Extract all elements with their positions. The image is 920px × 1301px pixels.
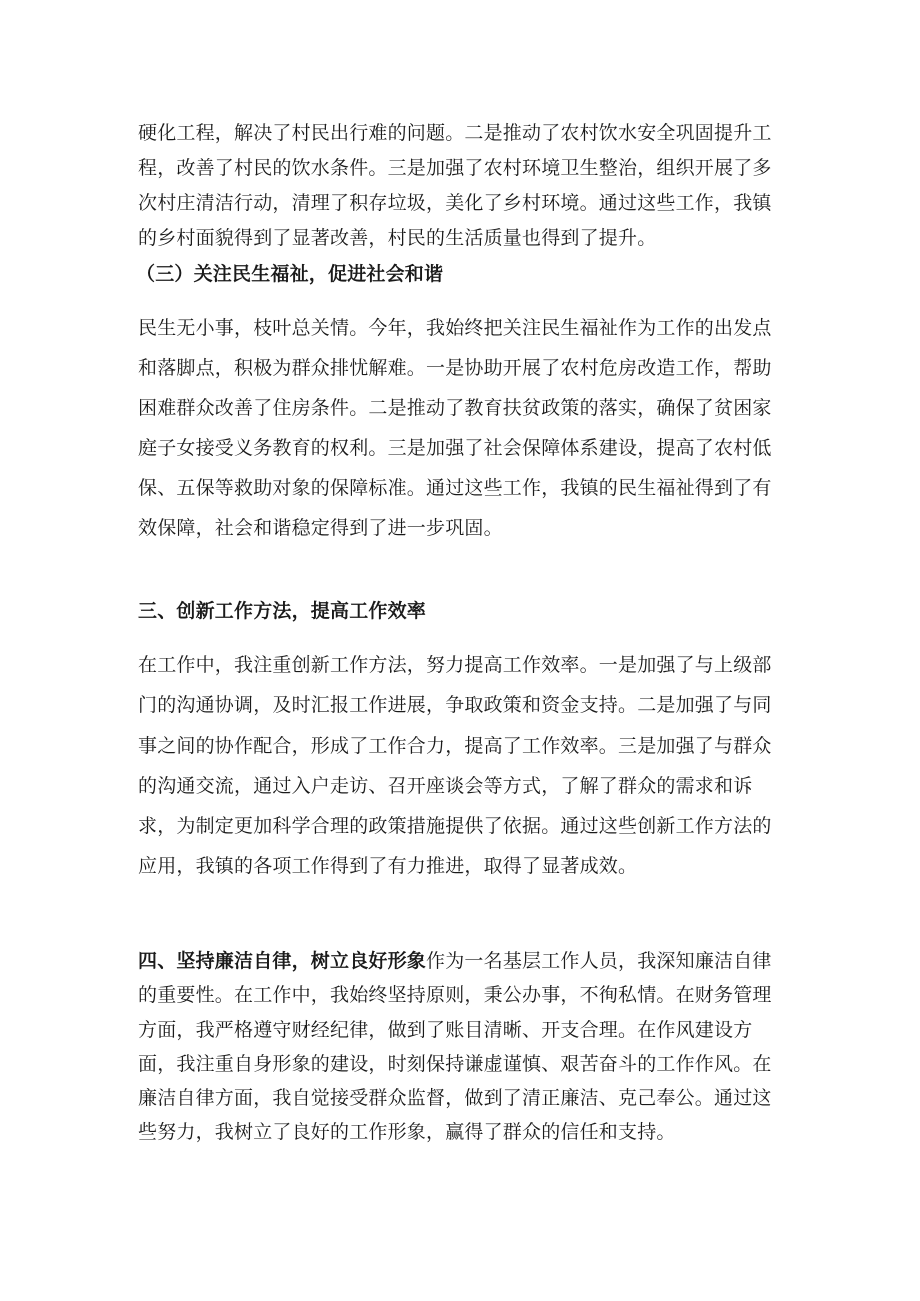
paragraph-integrity [138,944,786,1150]
paragraph-livelihood: 民生无小事，枝叶总关情。今年，我始终把关注民生福祉作为工作的出发点和落脚点，积极为群众排忧解难。一是协助开展了农村危房改造工作，帮助困难群众改善了住房条件。二是推动了教育扶贫政策的落实，确保了贫困家庭子女接受义务教育的权利。三是加强了社会保障体系建设，提高了农村低保、五保等救助对象的保障标准。通过这些工作，我镇的民生福祉得到了有效保障，社会和谐稳定得到了进一步巩固。 [138,317,772,539]
paragraph-integrity-body: 作为一名基层工作人员，我深知廉洁自律的重要性。在工作中，我始终坚持原则，秉公办事，不徇私情。在财务管理方面，我严格遵守财经纪律，做到了账目清晰、开支合理。在作风建设方面，我注重自身形象的建设，时刻保持谦虚谨慎、艰苦奋斗的工作作风。在廉洁自律方面，我自觉接受群众监督，做到了清正廉洁、克己奉公。通过这些努力，我树立了良好的工作形象，赢得了群众的信任和支持。 [138,950,772,1144]
section-heading-work-methods: 三、创新工作方法，提高工作效率 [138,600,427,622]
paragraph-rural-infrastructure: 硬化工程，解决了村民出行难的问题。二是推动了农村饮水安全巩固提升工程，改善了村民的饮水条件。三是加强了农村环境卫生整治，组织开展了多次村庄清洁行动，清理了积存垃圾，美化了乡村环境。通过这些工作，我镇的乡村面貌得到了显著改善，村民的生活质量也得到了提升。 [138,122,772,249]
section-heading-integrity: 四、坚持廉洁自律，树立良好形象 [138,950,427,972]
subsection-heading-livelihood: （三）关注民生福祉，促进社会和谐 [136,263,444,285]
paragraph-work-methods: 在工作中，我注重创新工作方法，努力提高工作效率。一是加强了与上级部门的沟通协调，及时汇报工作进展，争取政策和资金支持。二是加强了与同事之间的协作配合，形成了工作合力，提高了工作效率。三是加强了与群众的沟通交流，通过入户走访、召开座谈会等方式，了解了群众的需求和诉求，为制定更加科学合理的政策措施提供了依据。通过这些创新工作方法的应用，我镇的各项工作得到了有力推进，取得了显著成效。 [138,654,772,878]
